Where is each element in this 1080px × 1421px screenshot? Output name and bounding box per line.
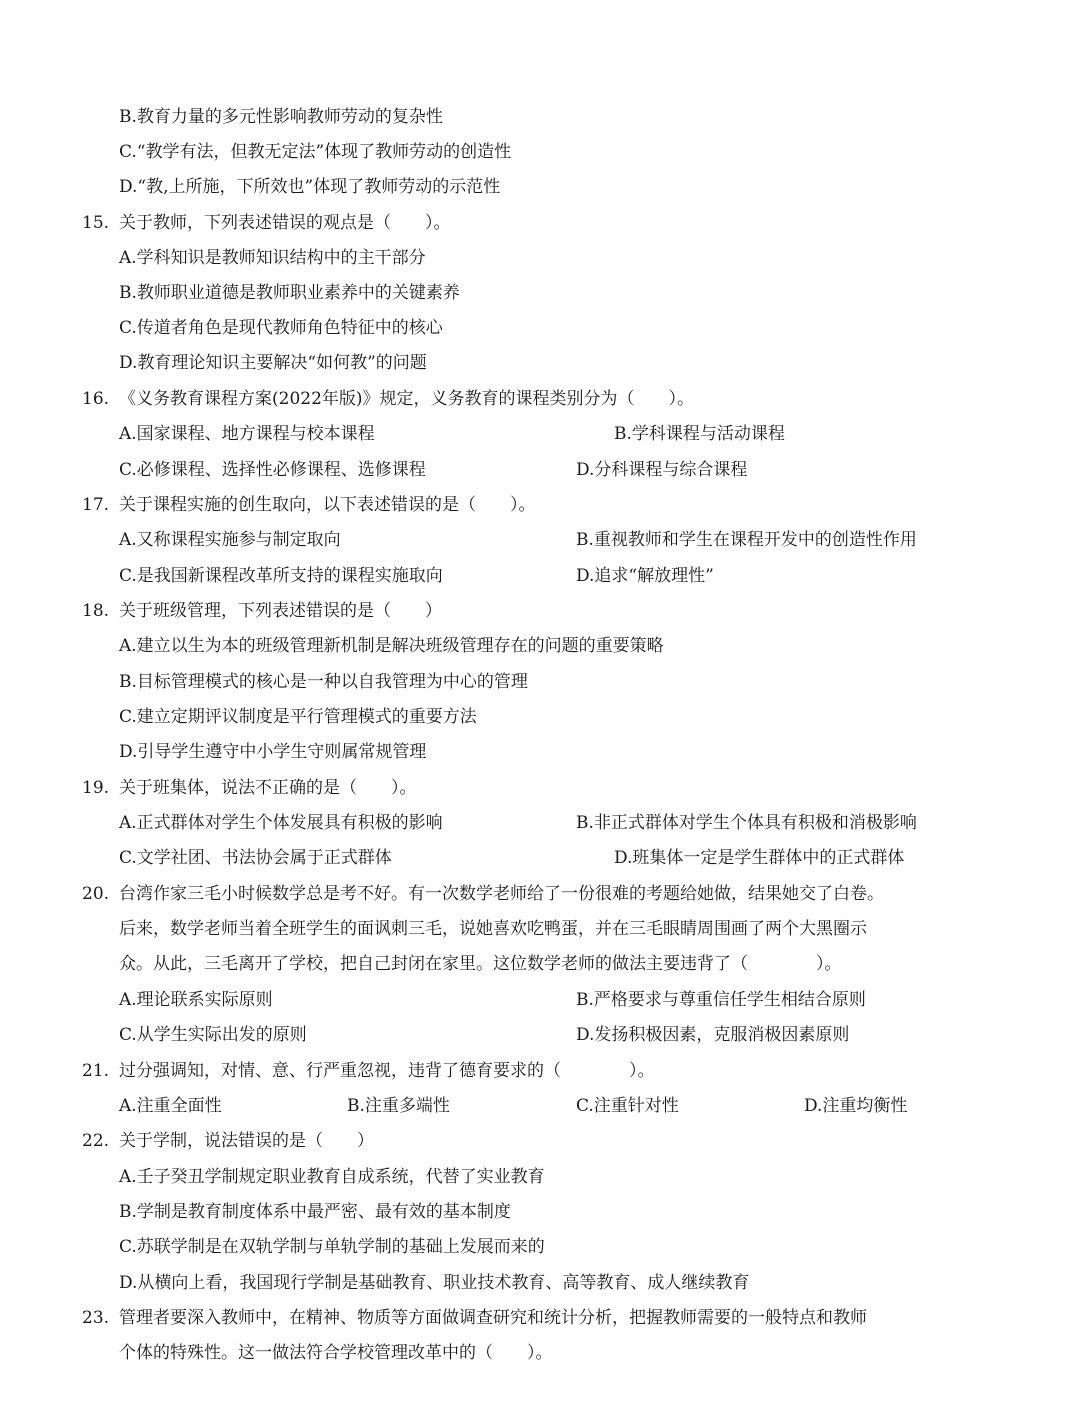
q16-option-b: B.学科课程与活动课程	[614, 424, 785, 444]
question-text: 关于班级管理，下列表述错误的是（ ）	[119, 601, 442, 621]
q17-option-b: B.重视教师和学生在课程开发中的创造性作用	[576, 530, 917, 550]
option-text: A.壬子癸丑学制规定职业教育自成系统，代替了实业教育	[119, 1167, 545, 1187]
q21-option-d: D.注重均衡性	[804, 1096, 908, 1116]
q20-option-b: B.严格要求与尊重信任学生相结合原则	[576, 990, 866, 1010]
question-text: 关于学制，说法错误的是（ ）	[119, 1131, 374, 1151]
q19-option-a: A.正式群体对学生个体发展具有积极的影响	[119, 813, 443, 833]
q19-option-b: B.非正式群体对学生个体具有积极和消极影响	[576, 813, 917, 833]
q16-option-a: A.国家课程、地方课程与校本课程	[119, 424, 375, 444]
q21-option-b: B.注重多端性	[347, 1096, 450, 1116]
option-text: B.学制是教育制度体系中最严密、最有效的基本制度	[119, 1202, 511, 1222]
q17-option-a: A.又称课程实施参与制定取向	[119, 530, 341, 550]
option-text: C.“教学有法，但教无定法”体现了教师劳动的创造性	[119, 142, 512, 162]
option-text: A.学科知识是教师知识结构中的主干部分	[119, 248, 426, 268]
option-text: C.建立定期评议制度是平行管理模式的重要方法	[119, 707, 477, 727]
question-number: 23.	[82, 1308, 110, 1328]
question-number: 16.	[82, 389, 110, 409]
option-text: B.目标管理模式的核心是一种以自我管理为中心的管理	[119, 672, 528, 692]
q19-option-d: D.班集体一定是学生群体中的正式群体	[614, 848, 905, 868]
question-number: 17.	[82, 495, 110, 515]
q17-option-d: D.追求“解放理性”	[576, 566, 714, 586]
question-text: 关于班集体，说法不正确的是（ ）。	[119, 778, 417, 798]
q16-option-c: C.必修课程、选择性必修课程、选修课程	[119, 460, 426, 480]
q20-option-d: D.发扬积极因素，克服消极因素原则	[576, 1025, 850, 1045]
q20-option-a: A.理论联系实际原则	[119, 990, 273, 1010]
question-number: 21.	[82, 1061, 110, 1081]
question-text: 管理者要深入教师中，在精神、物质等方面做调查研究和统计分析，把握教师需要的一般特点和教师	[119, 1308, 867, 1328]
question-number: 15.	[82, 213, 110, 233]
option-text: B.教育力量的多元性影响教师劳动的复杂性	[119, 107, 443, 127]
question-text: 关于教师，下列表述错误的观点是（ ）。	[119, 213, 451, 233]
option-text: D.从横向上看，我国现行学制是基础教育、职业技术教育、高等教育、成人继续教育	[119, 1273, 750, 1293]
q16-option-d: D.分科课程与综合课程	[576, 460, 748, 480]
question-text: 台湾作家三毛小时候数学总是考不好。有一次数学老师给了一份很难的考题给她做，结果她交了白卷。	[119, 884, 884, 904]
q19-option-c: C.文学社团、书法协会属于正式群体	[119, 848, 392, 868]
question-text: 关于课程实施的创生取向，以下表述错误的是（ ）。	[119, 495, 536, 515]
question-number: 19.	[82, 778, 110, 798]
q20-option-c: C.从学生实际出发的原则	[119, 1025, 307, 1045]
question-number: 20.	[82, 884, 110, 904]
option-text: C.苏联学制是在双轨学制与单轨学制的基础上发展而来的	[119, 1237, 545, 1257]
question-number: 22.	[82, 1131, 110, 1151]
option-text: D.“教,上所施，下所效也”体现了教师劳动的示范性	[119, 177, 501, 197]
option-text: A.建立以生为本的班级管理新机制是解决班级管理存在的问题的重要策略	[119, 636, 664, 656]
question-number: 18.	[82, 601, 110, 621]
question-text: 《义务教育课程方案(2022年版)》规定，义务教育的课程类别分为（ ）。	[119, 389, 695, 409]
option-text: D.教育理论知识主要解决“如何教”的问题	[119, 353, 427, 373]
question-text: 过分强调知，对情、意、行严重忽视，违背了德育要求的（ ）。	[119, 1061, 655, 1081]
option-text: C.传道者角色是现代教师角色特征中的核心	[119, 318, 443, 338]
q21-option-c: C.注重针对性	[576, 1096, 679, 1116]
q21-option-a: A.注重全面性	[119, 1096, 222, 1116]
q17-option-c: C.是我国新课程改革所支持的课程实施取向	[119, 566, 443, 586]
option-text: D.引导学生遵守中小学生守则属常规管理	[119, 742, 427, 762]
option-text: B.教师职业道德是教师职业素养中的关键素养	[119, 283, 460, 303]
